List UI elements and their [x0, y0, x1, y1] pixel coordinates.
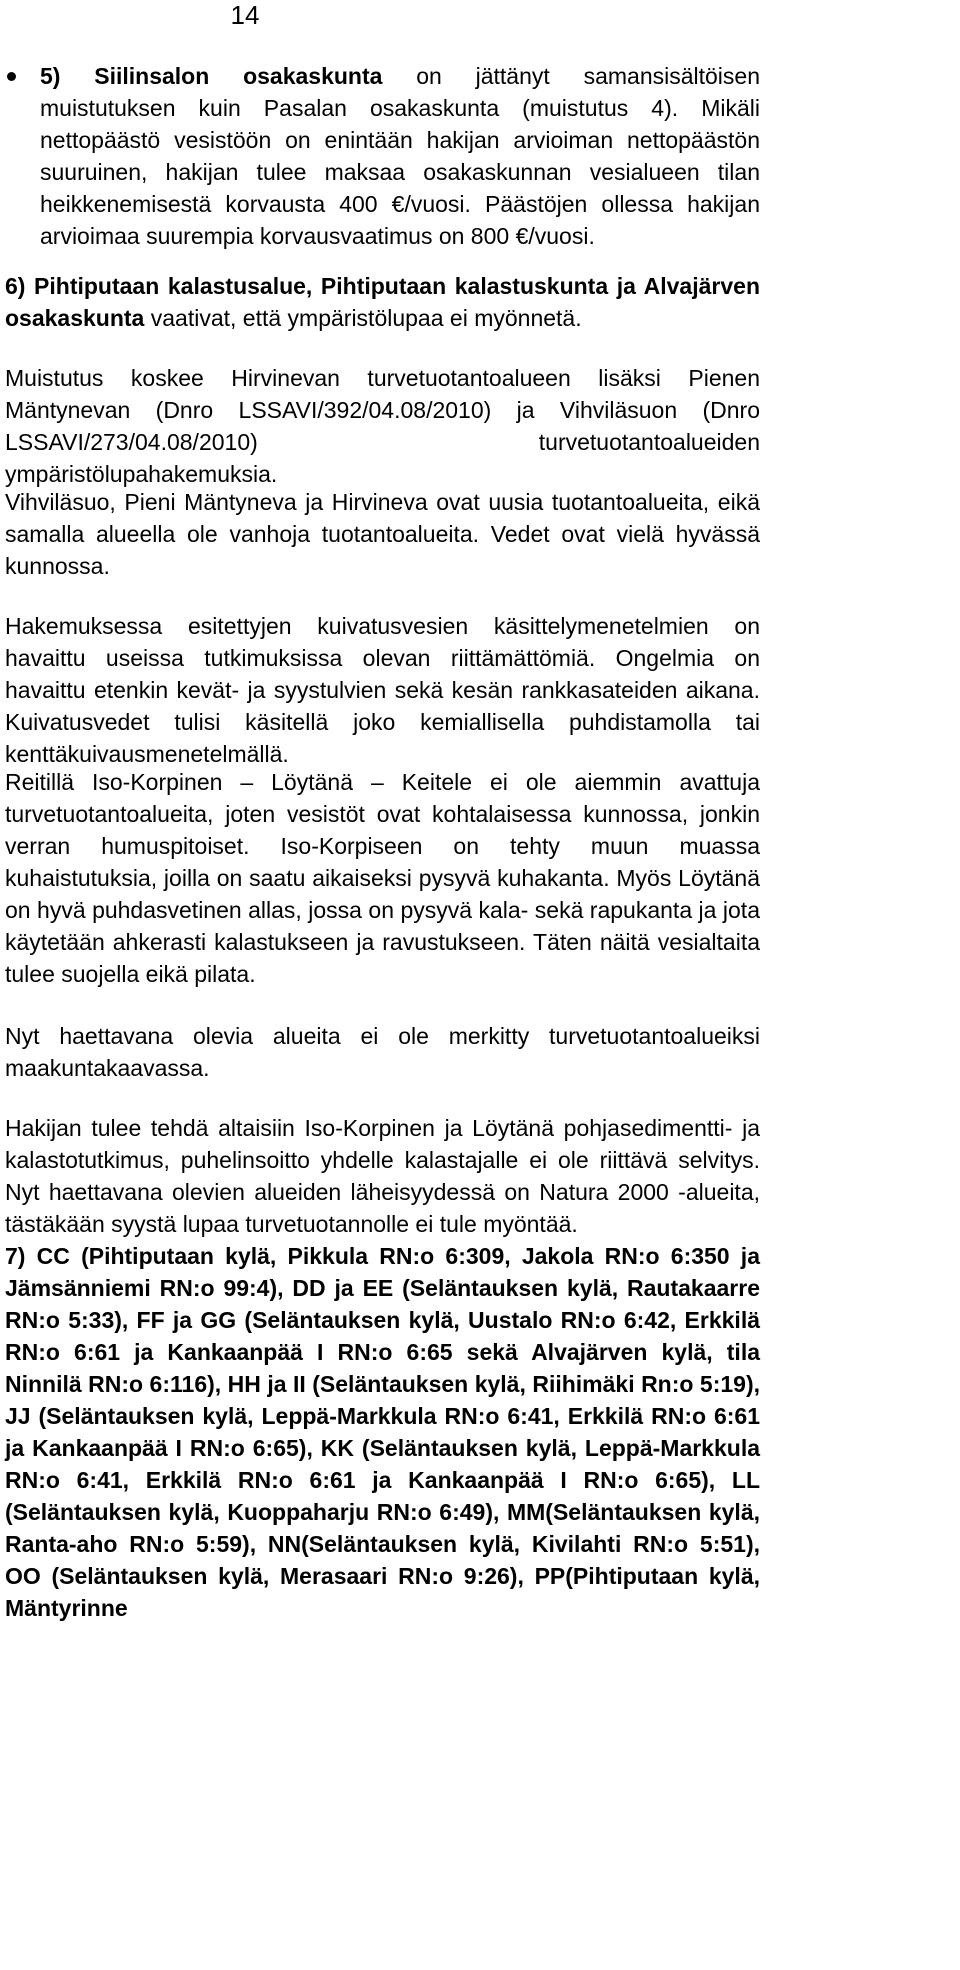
item-7-body: 7) CC (Pihtiputaan kylä, Pikkula RN:o 6:309, Jakola RN:o 6:350 ja Jämsänniemi RN:o 99:4), DD ja EE (Seläntauksen kylä, Rautakaarre RN:o 5:33), FF ja GG (Seläntauksen kylä, Uustalo RN:o 6:42, Erkkilä RN:o 6:61 ja Kankaanpää I RN:o 6:65 sekä Alvajärven kylä, tila Ninnilä RN:o 6:116), HH ja II (Seläntauksen kylä, Riihimäki Rn:o 5:19), JJ (Seläntauksen kylä, Leppä-Markkula RN:o 6:41, Erkkilä RN:o 6:61 ja Kankaanpää I RN:o 6:65), KK (Seläntauksen kylä, Leppä-Markkula RN:o 6:41, Erkkilä RN:o 6:61 ja Kankaanpää I RN:o 6:65), LL (Seläntauksen kylä, Kuoppaharju RN:o 6:49), MM(Seläntauksen kylä, Ranta-aho RN:o 5:59), NN(Seläntauksen kylä, Kivilahti RN:o 5:51), OO (Seläntauksen kylä, Merasaari RN:o 9:26), PP(Pihtiputaan kylä, Mäntyrinne — [5, 1243, 760, 1621]
item-6-body: vaativat, että ympäristölupaa ei myönnetä. — [144, 305, 582, 331]
paragraph-1: Muistutus koskee Hirvinevan turvetuotantoalueen lisäksi Pienen Mäntynevan (Dnro LSSAVI/392/04.08/2010) ja Vihviläsuon (Dnro LSSAVI/273/04.08/2010) turvetuotantoalueiden ympäristölupahakemuksia. — [5, 365, 760, 487]
item-6-heading: 6) Pihtiputaan kalastusalue, Pihtiputaan kalastuskunta ja Alvajärven osakaskunta — [5, 273, 760, 331]
item-5-body: on jättänyt samansisältöisen muistutuksen kuin Pasalan osakaskunta (muistutus 4). Mikäli nettopäästö vesistöön on enintään hakijan arvioiman nettopäästön suuruinen, hakijan tulee maksaa osakaskunnan vesialueen tilan heikkenemisestä korvausta 400 €/vuosi. Päästöjen ollessa hakijan arvioimaa suurempia korvausvaatimus on 800 €/vuosi. — [40, 63, 761, 249]
item-5-text — [40, 60, 760, 252]
bullet-icon — [7, 72, 16, 81]
paragraph-3: Hakemuksessa esitettyjen kuivatusvesien käsittelymenetelmien on havaittu useissa tutkimuksissa olevan riittämättömiä. Ongelmia on havaittu etenkin kevät- ja syystulvien sekä kesän rankkasateiden aikana. Kuivatusvedet tulisi käsitellä joko kemiallisella puhdistamolla tai kenttäkuivausmenetelmällä. — [5, 613, 760, 767]
paragraph-4: Reitillä Iso-Korpinen – Löytänä – Keitele ei ole aiemmin avattuja turvetuotantoalueita, joten vesistöt ovat kohtalaisessa kunnossa, jonkin verran humuspitoiset. Iso-Korpiseen on tehty muun muassa kuhaistutuksia, joilla on saatu aikaiseksi pysyvä kuhakanta. Myös Löytänä on hyvä puhdasvetinen allas, jossa on pysyvä kala- sekä rapukanta ja jota käytetään ahkerasti kalastukseen ja ravustukseen. Täten näitä vesialtaita tulee suojella eikä pilata. — [5, 769, 760, 987]
paragraph-2: Vihviläsuo, Pieni Mäntyneva ja Hirvineva ovat uusia tuotantoalueita, eikä samalla alueella ole vanhoja tuotantoalueita. Vedet ovat vielä hyvässä kunnossa. — [5, 489, 760, 579]
item-5-heading: 5) Siilinsalon osakaskunta — [40, 63, 383, 89]
paragraph-5: Nyt haettavana olevia alueita ei ole merkitty turvetuotantoalueiksi maakuntakaavassa. — [5, 1023, 760, 1081]
page-number: 14 — [230, 0, 260, 30]
paragraph-6: Hakijan tulee tehdä altaisiin Iso-Korpinen ja Löytänä pohjasedimentti- ja kalastotutkimus, puhelinsoitto yhdelle kalastajalle ei ole riittävä selvitys. Nyt haettavana olevien alueiden läheisyydessä on Natura 2000 -alueita, tästäkään syystä lupaa turvetuotannolle ei tule myöntää. — [5, 1115, 760, 1237]
item-6-paragraph — [5, 270, 760, 334]
item-7-paragraph — [5, 1240, 760, 1624]
